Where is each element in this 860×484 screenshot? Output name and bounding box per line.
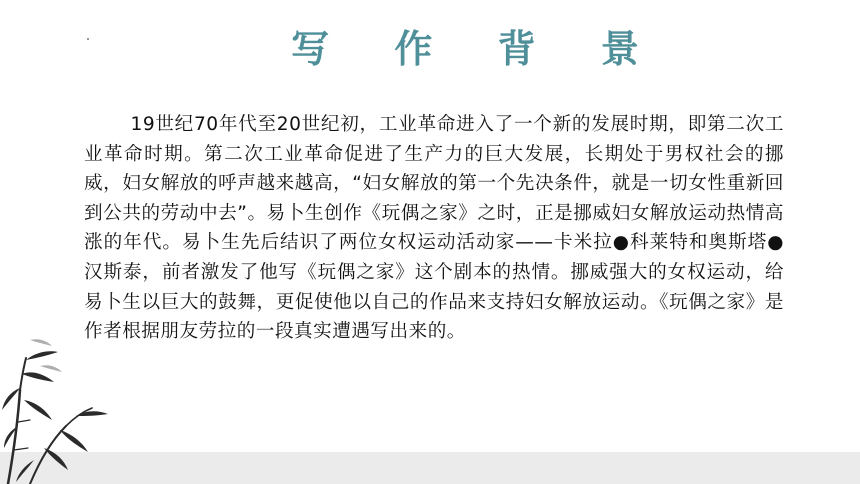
bottom-band xyxy=(0,452,860,484)
slide-title: 写 作 背 景 xyxy=(291,27,665,71)
background-paragraph: 19世纪70年代至20世纪初，工业革命进入了一个新的发展时期，即第二次工业革命时期。第二次工业革命促进了生产力的巨大发展，长期处于男权社会的挪威，妇女解放的呼声越来越高，“妇女解放的第一个先决条件，就是一切女性重新回到公共的劳动中去”。易卜生创作《玩偶之家》之时，正是挪威妇女解放运动热情高涨的年代。易卜生先后结识了两位女权运动活动家——卡米拉●科莱特和奥斯塔●汉斯泰，前者激发了他写《玩偶之家》这个剧本的热情。挪威强大的女权运动，给易卜生以巨大的鼓舞，更促使他以自己的作品来支持妇女解放运动。《玩偶之家》是作者根据朋友劳拉的一段真实遭遇写出来的。 xyxy=(84,114,784,343)
bamboo-decoration-icon xyxy=(0,330,110,484)
